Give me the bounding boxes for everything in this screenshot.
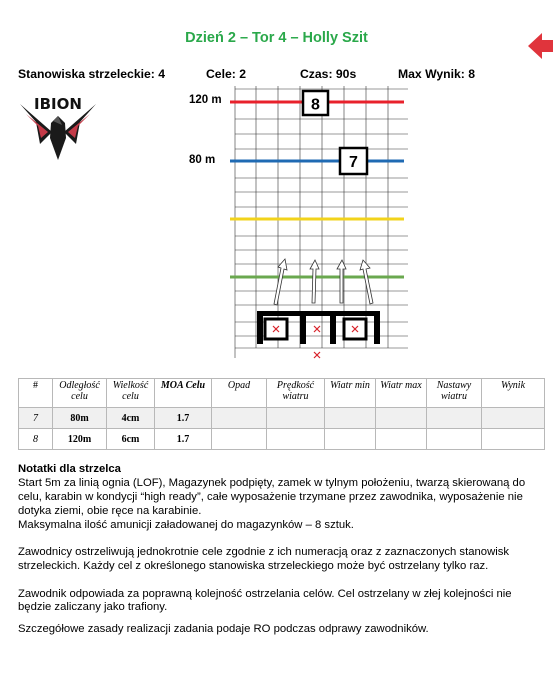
table-cell [427,429,482,450]
table-cell: 1.7 [155,429,212,450]
back-arrow-icon[interactable] [528,30,553,62]
table-cell: 8 [19,429,53,450]
time-limit: Czas: 90s [300,67,357,81]
max-score: Max Wynik: 8 [398,67,475,81]
table-cell [212,408,267,429]
notes-heading: Notatki dla strzelca [18,463,121,475]
shot-table [18,378,545,450]
table-cell [376,408,427,429]
table-row [19,429,545,450]
logo-text: IBION [34,95,82,113]
stations-count: Stanowiska strzeleckie: 4 [18,67,165,81]
col-header: Wielkość celu [107,379,155,408]
table-cell [376,429,427,450]
notes-paragraph: Maksymalna ilość amunicji załadowanej do magazynków – 8 sztuk. [18,518,354,531]
table-cell: 80m [53,408,107,429]
col-header: Wiatr max [376,379,427,408]
table-cell: 7 [19,408,53,429]
table-cell [325,429,376,450]
targets-count: Cele: 2 [206,67,246,81]
table-cell [482,408,545,429]
notes-paragraph: Zawodnicy ostrzeliwują jednokrotnie cele zgodnie z ich numeracją oraz z zaznaczonych stanowisk strzeleckich. Każdy cel z określonego stanowiska strzeleckiego może być ostrzelany tylko raz. [18,546,510,573]
col-header: Nastawy wiatru [427,379,482,408]
target-7 [340,148,367,174]
table-cell [267,408,325,429]
col-header: Opad [212,379,267,408]
table-cell [325,408,376,429]
target-7-number: 7 [349,154,358,171]
shooting-stations [257,311,380,358]
target-8 [303,91,328,115]
notes-paragraph: Zawodnik odpowiada za poprawną kolejność ostrzelania celów. Cel ostrzelany w złej kolejności nie będzie zaliczany jako trafiony. [18,587,512,614]
col-header: Wiatr min [325,379,376,408]
eagle-icon [18,92,98,162]
table-row [19,408,545,429]
ibion-logo [18,92,98,162]
shooting-direction-arrows [274,259,373,305]
distance-label-80: 80 m [189,154,216,166]
table-cell: 120m [53,429,107,450]
col-header: Prędkość wiatru [267,379,325,408]
table-cell [482,429,545,450]
notes-paragraph: Szczegółowe zasady realizacji zadania podaje RO podczas odprawy zawodników. [18,623,429,636]
table-header-row [19,379,545,408]
page-title: Dzień 2 – Tor 4 – Holly Szit [185,30,368,46]
col-header: # [19,379,53,408]
table-cell [267,429,325,450]
shooter-notes [18,463,543,637]
table-cell [212,429,267,450]
col-header: Wynik [482,379,545,408]
table-cell: 1.7 [155,408,212,429]
range-diagram [226,86,408,364]
table-cell [427,408,482,429]
table-cell: 4cm [107,408,155,429]
col-header: MOA Celu [155,379,212,408]
target-8-number: 8 [311,96,320,114]
notes-paragraph: Start 5m za linią ognia (LOF), Magazynek podpięty, zamek w tylnym położeniu, twarzą skierowaną do celu, karabin w kondycji “high ready”, całe wyposażenie trzymane przez zawodnika, wyposażenie nie dotyka ziemi, obie ręce na karabinie. [18,476,526,517]
col-header: Odległość celu [53,379,107,408]
distance-label-120: 120 m [189,94,222,106]
table-cell: 6cm [107,429,155,450]
